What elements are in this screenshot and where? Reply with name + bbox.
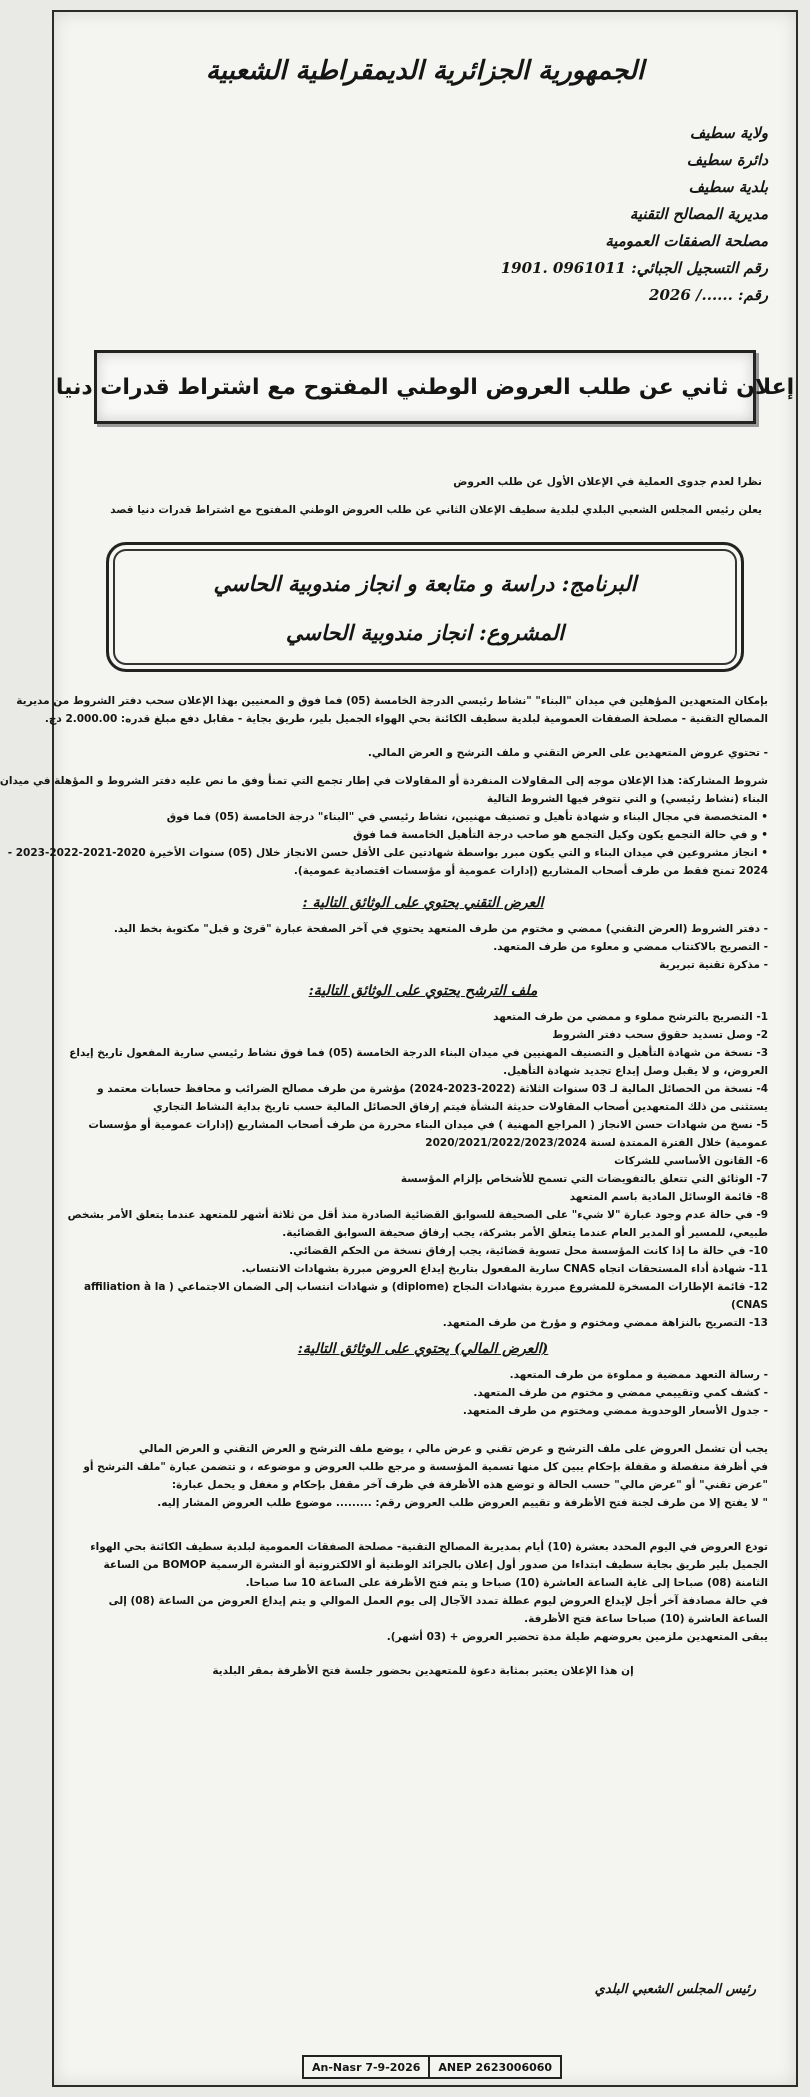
candidacy-item: 3- نسخة من شهادة التأهيل و التصنيف المهنيين في ميدان البناء الدرجة الخامسة (05) فما فوق نشاط رئيسي سارية المفعول تاريخ إيداع	[69, 1047, 768, 1059]
intro-block	[102, 468, 762, 524]
announcement-page	[0, 10, 798, 2087]
announcement-body	[0, 692, 768, 1680]
tax-registration-number: رقم التسجيل الجبائي: 0961011 .1901	[500, 259, 768, 277]
financial-offer-item: - رسالة التعهد ممضية و مملوءة من طرف المتعهد.	[78, 1366, 768, 1384]
submission-paragraph	[78, 1440, 768, 1512]
conditions-paragraph	[0, 772, 768, 880]
issuer-block	[248, 120, 768, 309]
text-line: بإمكان المتعهدين المؤهلين في ميدان "البناء" "نشاط رئيسي الدرجة الخامسة (05) فما فوق و المعنيين بهذا الإعلان سحب دفتر الشروط من مديرية	[16, 695, 768, 707]
candidacy-item: 9- في حالة عدم وجود عبارة "لا شيء" على الصحيفة للسوابق القضائية الصادرة منذ أقل من ثلاثة أشهر للمتعهد عندما يتعلق الأمر بشخص	[67, 1209, 768, 1221]
candidacy-item: 2- وصل تسديد حقوق سحب دفتر الشروط	[552, 1029, 768, 1041]
intro-line: نظرا لعدم جدوى العملية في الإعلان الأول عن طلب العروض	[453, 476, 762, 488]
candidacy-item: يستثنى من ذلك المتعهدين أصحاب المقاولات حديثة النشأة فيتم إرفاق الحصائل المالية حسب تاريخ بداية النشاط التجاري	[153, 1101, 768, 1113]
program-box	[106, 542, 744, 672]
condition-item: • المتخصصة في مجال البناء و شهادة تأهيل و تصنيف مهنيين، نشاط رئيسي في "البناء" درجة الخامسة (05) فما فوق	[78, 808, 768, 826]
technical-offer-item: - مذكرة تقنية تبريرية	[78, 956, 768, 974]
signature-title: رئيس المجلس الشعبي البلدي	[594, 1982, 756, 1997]
condition-item: • و في حالة التجمع يكون وكيل التجمع هو صاحب درجة التأهيل الخامسة فما فوق	[78, 826, 768, 844]
issuer-line-wilaya: ولاية سطيف	[689, 124, 768, 142]
anep-number: ANEP 2623006060	[428, 2057, 560, 2077]
technical-offer-item: - التصريح بالاكتتاب ممضي و معلوء من طرف المتعهد.	[78, 938, 768, 956]
condition-item: 2024 تمنح فقط من طرف أصحاب المشاريع (إدارات عمومية أو مؤسسات اقتصادية عمومية).	[293, 865, 768, 877]
technical-offer-item: - دفتر الشروط (العرض التقني) ممضي و مختوم من طرف المتعهد يحتوي في آخر الصفحة عبارة "قرئ و قبل" مكتوبة بخط اليد.	[78, 920, 768, 938]
candidacy-item: العروض، و لا يقبل وصل إيداع تجديد شهادة التأهيل.	[503, 1065, 768, 1077]
issuer-line-daira: دائرة سطيف	[686, 151, 768, 169]
text-line: البناء (نشاط رئيسي) و التي تتوفر فيها الشروط التالية	[486, 793, 768, 805]
project-line: المشروع: انجاز مندوبية الحاسي	[285, 620, 565, 645]
text-line: "عرض تقني" أو "عرض مالي" حسب الحالة و توضع هذه الأظرفة في ظرف آخر مقفل بإحكام و مغفل و يحمل عبارة:	[171, 1479, 768, 1491]
issuer-line-service: مصلحة الصفقات العمومية	[605, 232, 768, 250]
candidacy-item: عمومية) خلال الفترة الممتدة لسنة 2020/2021/2022/2023/2024	[425, 1137, 768, 1149]
text-line: الساعة العاشرة (10) صباحا ساعة فتح الأظرفة.	[524, 1613, 768, 1625]
candidacy-item: 7- الوثائق التي تتعلق بالتفويضات التي تسمح للأشخاص بإلزام المؤسسة	[400, 1173, 768, 1185]
candidacy-item: 5- نسخ من شهادات حسن الانجاز ( المراجع المهنية ) في ميدان البناء محررة من طرف أصحاب المشاريع (إدارات عمومية أو مؤسسات	[88, 1119, 768, 1131]
candidacy-item: 11- شهادة أداء المستحقات اتجاه CNAS سارية المفعول بتاريخ إيداع العروض مبررة بشهادات الانتساب.	[241, 1263, 768, 1275]
announcement-title: إعلان ثاني عن طلب العروض الوطني المفتوح مع اشتراط قدرات دنيا	[55, 374, 795, 400]
issuer-line-directorate: مديرية المصالح التقنية	[629, 205, 768, 223]
text-line: المصالح التقنية - مصلحة الصفقات العمومية لبلدية سطيف الكائنة بحي الهواء الجميل بلير، طريق بجاية - مقابل دفع مبلغ قدره: 2.000.00 دج.	[44, 713, 768, 725]
candidacy-item: 8- قائمة الوسائل المادية باسم المتعهد	[569, 1191, 768, 1203]
condition-item: • انجاز مشروعين في ميدان البناء و التي يكون مبرر بواسطة شهادتين على الأقل حسن الانجاز خلال (05) سنوات الأخيرة 2020-2021-2022-2023 -	[78, 844, 768, 862]
financial-offer-item: - جدول الأسعار الوحدوية ممضي ومختوم من طرف المتعهد.	[78, 1402, 768, 1420]
offers-contain-line: - تحتوي عروض المتعهدين على العرض التقني و ملف الترشح و العرض المالي.	[78, 744, 768, 762]
candidacy-item: CNAS)	[731, 1299, 768, 1311]
republic-heading: الجمهورية الجزائرية الديمقراطية الشعبية	[205, 56, 645, 86]
candidacy-item: 10- في حالة ما إذا كانت المؤسسة محل تسوية قضائية، يجب إرفاق نسخة من الحكم القضائي.	[289, 1245, 768, 1257]
text-line: يجب أن تشمل العروض على ملف الترشح و عرض تقني و عرض مالي ، يوضع ملف الترشح و العرض التقني و العرض المالي	[138, 1443, 768, 1455]
candidacy-item: طبيعي، للمسير أو المدير العام عندما يتعلق الأمر بشركة، يجب إرفاق صحيفة السوابق القضائية.	[282, 1227, 768, 1239]
financial-offer-heading: (العرض المالي) يحتوي على الوثائق التالية:	[297, 1341, 549, 1357]
text-line: في حالة مصادفة آخر أجل لإيداع العروض ليوم عطلة تمدد الآجال إلى يوم العمل الموالي و يتم إيداع العروض من الساعة (08) إلى	[108, 1595, 768, 1607]
financial-offer-item: - كشف كمي وتقييمي ممضي و مختوم من طرف المتعهد.	[78, 1384, 768, 1402]
closing-line: إن هذا الإعلان يعتبر بمثابة دعوة للمتعهدين بحضور جلسة فتح الأظرفة بمقر البلدية	[212, 1665, 634, 1677]
issuer-line-commune: بلدية سطيف	[688, 178, 768, 196]
text-line: " لا يفتح إلا من طرف لجنة فتح الأظرفة و تقييم العروض طلب العروض رقم: ......... موضوع طلب العروض المشار إليه.	[157, 1497, 768, 1509]
text-line: في أظرفة منفصلة و مقفلة بإحكام يبين كل منها تسمية المؤسسة و مرجع طلب العروض و موضوعه ، و تتضمن عبارة "ملف الترشح أو	[83, 1461, 768, 1473]
candidacy-item: 4- نسخة من الحصائل المالية لـ 03 سنوات الثلاثة (2022-2023-2024) مؤشرة من طرف مصالح الضرائب و محافظ حسابات معتمد و	[97, 1083, 768, 1095]
candidacy-item: 6- القانون الأساسي للشركات	[614, 1155, 768, 1167]
text-line: شروط المشاركة: هذا الإعلان موجه إلى المقاولات المنفردة أو المقاولات في إطار تجمع التي تمنأ وفق ما نص عليه دفتر الشروط و المؤهلة في ميدان	[0, 775, 768, 787]
technical-offer-heading: العرض التقني يحتوي على الوثائق التالية :	[302, 895, 544, 911]
text-line: تودع العروض في اليوم المحدد بعشرة (10) أيام بمديرية المصالح التقنية- مصلحة الصفقات العمومية لبلدية سطيف الكائنة بحي الهواء	[90, 1541, 768, 1553]
reference-number: رقم: ....../ 2026	[649, 286, 768, 304]
publication-footer	[302, 2055, 562, 2079]
candidacy-item: 1- التصريح بالترشح مملوء و ممضي من طرف المتعهد	[493, 1011, 768, 1023]
text-line: الجميل بلير طريق بجاية سطيف ابتداءا من صدور أول إعلان بالجرائد الوطنية أو الالكترونية أو النشرة الرسمية BOMOP من الساعة	[103, 1559, 768, 1571]
text-line: الثامنة (08) صباحا إلى غاية الساعة العاشرة (10) صباحا و يتم فتح الأظرفة على الساعة 10 سا صباحا.	[245, 1577, 768, 1589]
eligibility-paragraph	[16, 692, 768, 728]
announcement-title-box	[55, 350, 795, 424]
candidacy-item: 12- قائمة الإطارات المسخرة للمشروع مبررة بشهادات النجاح (diplome) و شهادات انتساب إلى الضمان الاجتماعي ( affiliation à la	[83, 1281, 768, 1293]
candidacy-item: 13- التصريح بالنزاهة ممضي ومختوم و مؤرخ من طرف المتعهد.	[442, 1317, 768, 1329]
newspaper-date: An-Nasr 7-9-2026	[312, 2061, 421, 2074]
candidacy-heading: ملف الترشح يحتوي على الوثائق التالية:	[308, 983, 538, 999]
deposit-paragraph	[78, 1538, 768, 1646]
text-line: يبقى المتعهدين ملزمين بعروضهم طيلة مدة تحضير العروض + (03 أشهر).	[386, 1631, 768, 1643]
program-line: البرنامج: دراسة و متابعة و انجاز مندوبية الحاسي	[213, 571, 637, 596]
intro-line: يعلن رئيس المجلس الشعبي البلدي لبلدية سطيف الإعلان الثاني عن طلب العروض الوطني المفتوح مع اشتراط قدرات دنيا قصد	[110, 504, 762, 516]
